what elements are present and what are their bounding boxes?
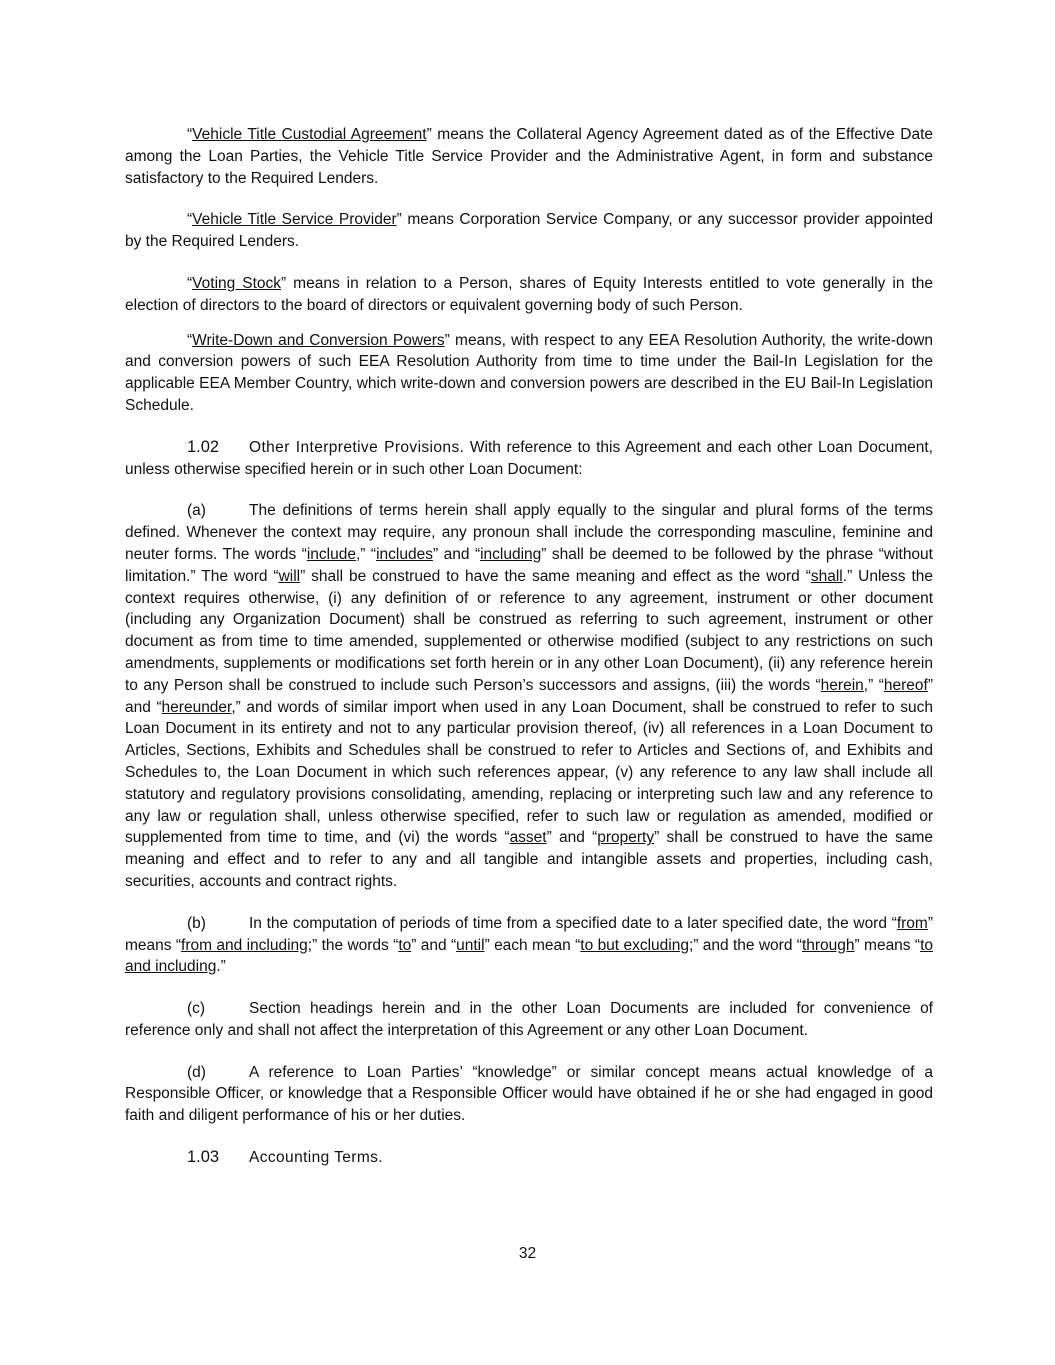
section-title: Accounting Terms.: [249, 1149, 384, 1167]
text-run: ,” “: [863, 676, 884, 694]
text-run: The definitions of terms herein shall apply equally to the singular and plural forms of the terms defined. Whenever the context may require, any pronoun shall include the corresponding masculine, feminine and neuter forms. The words “: [125, 502, 933, 563]
section-number: 1.02: [187, 437, 220, 456]
text-run: ” means “: [854, 936, 921, 954]
defined-term: Voting Stock: [192, 274, 282, 292]
text-run: ” each mean “: [484, 936, 581, 954]
underlined-word: to but excluding: [580, 936, 689, 954]
definition-write-down-and-conversion-powers: “Write-Down and Conversion Powers” means, with respect to any EEA Resolution Authority, the write-down and conversion powers of such EEA Resolution Authority from time to time under the Bail-In Legislation for the applicable EEA Member Country, which write-down and conversion powers are described in the EU Bail-In Legislation Schedule.: [125, 331, 933, 414]
definition-text: means the Collateral Agency Agreement dated as of the Effective Date among the Loan Parties, the Vehicle Title Service Provider and the Administrative Agent, in form and substance satisfactory to the Required Lenders.: [125, 126, 933, 187]
underlined-word: includes: [376, 545, 433, 563]
text-run: ” and “: [432, 545, 481, 563]
underlined-word: to: [398, 936, 412, 954]
section-number: 1.03: [187, 1148, 220, 1167]
paragraph-text: A reference to Loan Parties’ “knowledge” or similar concept means actual knowledge of a Responsible Officer, or knowledge that a Responsible Officer would have obtained if he or she had engaged in good faith and diligent performance of his or her duties.: [125, 1063, 933, 1125]
underlined-word: will: [278, 567, 301, 585]
paragraph-a: [125, 500, 933, 892]
paragraph-c: [125, 998, 933, 1042]
definition-text: means in relation to a Person, shares of Equity Interests entitled to vote generally in the election of directors to the board of directors or equivalent governing body of such Person.: [125, 274, 933, 314]
paragraph-text: Section headings herein and in the other Loan Documents are included for convenience of reference only and shall not affect the interpretation of this Agreement or any other Loan Document.: [125, 1000, 933, 1039]
text-run: ,” and words of similar import when used in any Loan Document, shall be construed to refer to such Loan Document in its entirety and not to any particular provision thereof, (iv) all references in a Loan Document to Articles, Sections, Exhibits and Schedules shall be construed to refer to Articles and Sections of, and Exhibits and Schedules to, the Loan Document in which such references appear, (v) any reference to any law shall include all statutory and regulatory provisions consolidating, amending, replacing or interpreting such law and any reference to any law or regulation shall, unless otherwise specified, refer to such law or regulation as amended, modified or supplemented from time to time, and (vi) the words “: [125, 698, 933, 847]
text-run: .” Unless the context requires otherwise, (i) any definition of or reference to any agreement, instrument or other document (including any Organization Document) shall be construed as referring to such agreement, instrument or other document as from time to time amended, supplemented or otherwise modified (subject to any restrictions on such amendments, supplements or modifications set forth herein or in any other Loan Document), (ii) any reference herein to any Person shall be construed to include such Person’s successors and assigns, (iii) the words “: [125, 567, 933, 694]
defined-term: Write-Down and Conversion Powers: [192, 331, 445, 349]
underlined-word: property: [597, 829, 655, 847]
document-page: [125, 124, 933, 1169]
text-run: ;” and the word “: [688, 936, 802, 954]
paragraph-label: (a): [187, 502, 206, 520]
underlined-word: from and including: [181, 936, 308, 954]
text-run: ” shall be construed to have the same meaning and effect as the word “: [300, 567, 811, 585]
paragraph-label: (d): [187, 1063, 206, 1081]
underlined-word: include: [306, 545, 356, 563]
paragraph-label: (c): [187, 1000, 206, 1018]
text-run: ” shall be deemed to be followed by the phrase “without limitation.” The word “: [125, 545, 933, 585]
page-number: 32: [518, 1245, 537, 1262]
definition-voting-stock: “Voting Stock” means in relation to a Person, shares of Equity Interests entitled to vote generally in the election of directors to the board of directors or equivalent governing body of such Person.: [125, 274, 933, 314]
section-title: Other Interpretive Provisions.: [249, 438, 465, 456]
definition-text: means Corporation Service Company, or any successor provider appointed by the Required Lenders.: [125, 211, 933, 251]
text-run: ;” the words “: [307, 936, 399, 954]
underlined-word: hereunder: [161, 698, 232, 716]
definition-text: means, with respect to any EEA Resolution Authority, the write-down and conversion powers of such EEA Resolution Authority from time to time under the Bail-In Legislation for the applicable EEA Member Country, which write-down and conversion powers are described in the EU Bail-In Legislation Schedule.: [125, 331, 933, 414]
text-run: .”: [216, 958, 226, 976]
section-1-03: [125, 1147, 933, 1169]
underlined-word: until: [456, 936, 485, 954]
underlined-word: hereof: [883, 676, 928, 694]
section-1-02: [125, 437, 933, 481]
text-run: ” and “: [546, 829, 598, 847]
underlined-word: including: [480, 545, 542, 563]
paragraph-label: (b): [187, 914, 206, 932]
text-run: ” means “: [125, 914, 933, 954]
section-intro: With reference to this Agreement and each other Loan Document, unless otherwise specified herein or in such other Loan Document:: [125, 438, 933, 478]
defined-term: Vehicle Title Service Provider: [192, 211, 397, 229]
text-run: ” and “: [125, 676, 934, 716]
paragraph-d: [125, 1062, 933, 1127]
text-run: ,” “: [355, 545, 377, 563]
paragraph-b: [125, 913, 933, 978]
definition-vehicle-title-service-provider: “Vehicle Title Service Provider” means Corporation Service Company, or any successor provider appointed by the Required Lenders.: [125, 211, 933, 251]
underlined-word: herein: [820, 676, 864, 694]
underlined-word: to and including: [125, 936, 933, 976]
defined-term: Vehicle Title Custodial Agreement: [192, 126, 427, 143]
underlined-word: from: [896, 914, 928, 932]
underlined-word: shall: [810, 567, 843, 585]
underlined-word: through: [801, 936, 855, 954]
underlined-word: asset: [509, 829, 547, 847]
text-run: ” and “: [411, 936, 457, 954]
definition-vehicle-title-custodial-agreement: “Vehicle Title Custodial Agreement” means the Collateral Agency Agreement dated as of the Effective Date among the Loan Parties, the Vehicle Title Service Provider and the Administrative Agent, in form and substance satisfactory to the Required Lenders.: [125, 126, 933, 187]
text-run: ” shall be construed to have the same meaning and effect and to refer to any and all tangible and intangible assets and properties, including cash, securities, accounts and contract rights.: [125, 829, 933, 890]
text-run: In the computation of periods of time from a specified date to a later specified date, the word “: [249, 914, 897, 932]
